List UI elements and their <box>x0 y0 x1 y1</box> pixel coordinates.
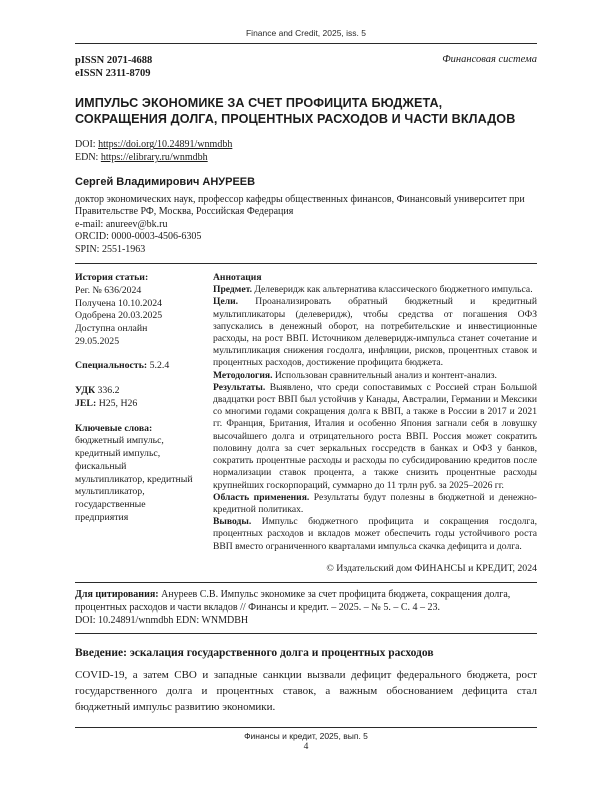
divider-above-abstract <box>75 263 537 264</box>
udk-line: УДК 336.2 <box>75 385 120 397</box>
history-reg: Рег. № 636/2024 <box>75 284 142 296</box>
author-name: Сергей Владимирович АНУРЕЕВ <box>75 176 256 189</box>
eissn: eISSN 2311-8709 <box>75 68 151 80</box>
history-label: История статьи: <box>75 272 149 284</box>
history-online-1: Доступна онлайн <box>75 322 148 334</box>
author-block <box>75 176 537 256</box>
publisher-copyright: © Издательский дом ФИНАНСЫ и КРЕДИТ, 2024 <box>326 562 537 574</box>
history-received: Получена 10.10.2024 <box>75 297 163 309</box>
history-online-2: 29.05.2025 <box>75 335 120 347</box>
abstract-subject: Предмет. Делеверидж как альтернатива классического бюджетного импульса. <box>213 284 533 296</box>
article-info-column <box>75 272 197 575</box>
author-affiliation: доктор экономических наук, профессор кафедры общественных финансов, Финансовый университет при Правительстве РФ, Москва, Российская Федерация <box>75 194 525 218</box>
specialty-line: Специальность: 5.2.4 <box>75 360 170 372</box>
pissn: pISSN 2071-4688 <box>75 55 153 66</box>
article-title: ИМПУЛЬС ЭКОНОМИКЕ ЗА СЧЕТ ПРОФИЦИТА БЮДЖЕТА, СОКРАЩЕНИЯ ДОЛГА, ПРОЦЕНТНЫХ РАСХОДОВ И ЧАСТИ ВКЛАДОВ <box>75 96 516 127</box>
footer-page-number: 4 <box>303 742 309 752</box>
issn-section-row <box>75 54 537 80</box>
abstract-methods: Методология. Использован сравнительный анализ и контент-анализ. <box>213 369 497 381</box>
doi-label: DOI: <box>75 139 96 151</box>
edn-link[interactable]: https://elibrary.ru/wnmdbh <box>100 152 208 164</box>
doi-link[interactable]: https://doi.org/10.24891/wnmdbh <box>98 139 233 151</box>
abstract-results: Результаты. Выявлено, что среди сопоставимых с Россией стран Большой двадцатки рост ВВП был устойчив у Канады, Австралии, Германии и Мексики со многими годами сокращения долга к ВВП, а также в России в 2017 и 2021 гг. Франция, Британия, Италия и особенно Япония загнали себя в ловушку высочайшего долга и отрицательного роста ВВП. Россия может сократить половину долга за счет зеркальных госсредств в банках и ОФЗ у банков, сократить процентные расходы и расходы по субсидированию кредитов после нормализации ставок процента, а также снизить процентные расходы крупнейших госкорпораций, суммарно до 11 трлн руб. за 2025–2026 гг. <box>213 381 537 491</box>
keywords-text: бюджетный импульс, кредитный импульс, фискальный мультипликатор, кредитный мультипликатор, государственные предприятия <box>75 435 193 523</box>
author-email: e-mail: anureev@bk.ru <box>75 218 168 230</box>
edn-label: EDN: <box>75 152 99 164</box>
abstract-conclusions: Выводы. Импульс бюджетного профицита и сокращения госдолга, процентных расходов и вкладов может обеспечить годы устойчивого роста ВВП вместо ограниченного кварталами импульса скачка дефицита и долга. <box>213 516 537 552</box>
abstract-title: Аннотация <box>213 272 262 284</box>
edn-line <box>75 151 537 164</box>
identifier-links <box>75 138 537 164</box>
citation-block <box>75 588 537 633</box>
citation-text: Для цитирования: Ануреев С.В. Импульс экономике за счет профицита бюджета, сокращения долга, процентных расходов и части вкладов // Финансы и кредит. – 2025. – № 5. – С. 4 – 23. <box>75 589 511 614</box>
abstract-objectives: Цели. Проанализировать обратный бюджетный и кредитный мультипликаторы (делеверидж), чтобы средства от погашения ОФЗ запускались в денежный оборот, на потребительские и инвестиционные расходы, на рост ВВП. Источником делеверидж-импульса станет сочетание и мультипликация снижения госдолга, инфляции, рисков, процентных ставок и процентных расходов, достижение профицита бюджета. <box>213 296 537 369</box>
page-footer <box>75 727 537 752</box>
running-head: Finance and Credit, 2025, iss. 5 <box>75 28 537 44</box>
divider-above-body <box>75 633 537 634</box>
citation-ids: DOI: 10.24891/wnmdbh EDN: WNMDBH <box>75 615 249 627</box>
doi-line <box>75 138 537 151</box>
history-approved: Одобрена 20.03.2025 <box>75 310 163 322</box>
intro-heading: Введение: эскалация государственного долга и процентных расходов <box>75 647 434 660</box>
keywords-label: Ключевые слова: <box>75 422 153 434</box>
footer-journal-name: Финансы и кредит, 2025, вып. 5 <box>244 731 368 741</box>
journal-section-name: Финансовая система <box>442 54 537 65</box>
abstract-application: Область применения. Результаты будут полезны в бюджетной и денежно-кредитной политиках. <box>213 491 537 515</box>
author-spin: SPIN: 2551-1963 <box>75 243 146 255</box>
intro-paragraph: COVID-19, а затем СВО и западные санкции вызвали дефицит федерального бюджета, рост государственного долга и процентных ставок, а важным обоснованием дефицита стал бюджетный импульс развитию экономики. <box>75 669 537 714</box>
author-orcid: ORCID: 0000-0003-4506-6305 <box>75 231 202 243</box>
divider-above-citation <box>75 582 537 583</box>
meta-abstract-columns <box>75 272 537 575</box>
jel-line: JEL: H25, H26 <box>75 397 138 409</box>
abstract-column <box>213 272 537 575</box>
issn-block <box>75 54 152 80</box>
